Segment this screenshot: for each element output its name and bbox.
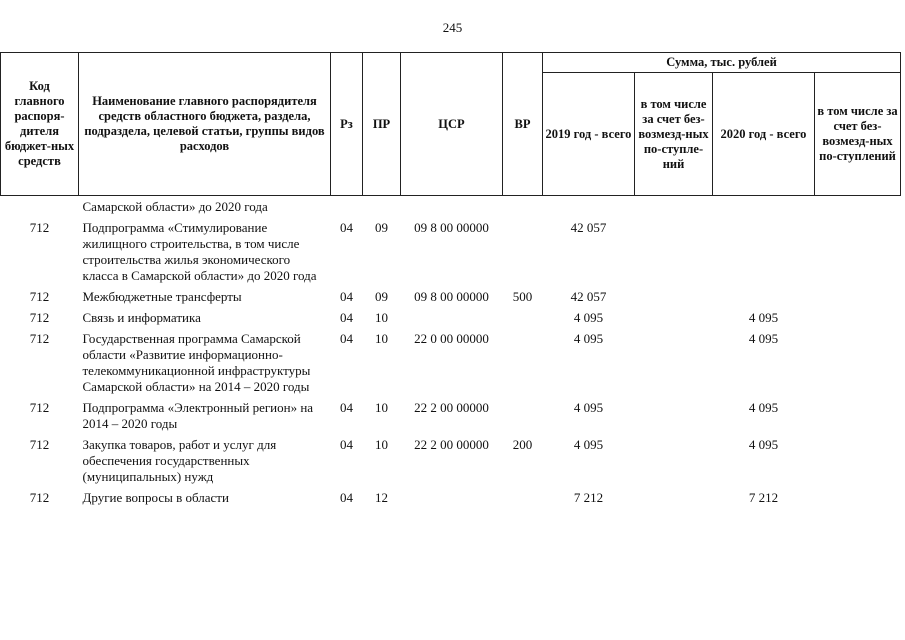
cell-name: Связь и информатика (82, 310, 201, 325)
cell-pr: 10 (375, 331, 388, 346)
cell-2019-total: 42 057 (570, 220, 607, 235)
cell-code (1, 196, 79, 218)
table-row (1, 328, 901, 397)
cell-2020-total: 7 212 (748, 490, 779, 505)
cell-2019-free (635, 286, 713, 307)
page-number: 245 (442, 20, 463, 35)
cell-2020-free (815, 434, 901, 487)
cell-rz: 04 (340, 289, 353, 304)
cell-2019-free (635, 397, 713, 434)
cell-vr (503, 487, 543, 508)
cell-2019-free (635, 217, 713, 286)
cell-2020-total: 4 095 (748, 310, 779, 325)
table-row (1, 196, 901, 218)
cell-2019-free (635, 328, 713, 397)
cell-2020-total: 4 095 (748, 331, 779, 346)
cell-rz: 04 (340, 331, 353, 346)
header-sum-group: Сумма, тыс. рублей (543, 53, 901, 73)
header-vr: ВР (503, 53, 543, 196)
cell-2020-total: 4 095 (748, 437, 779, 452)
cell-2019-total (543, 196, 635, 218)
cell-name: Закупка товаров, работ и услуг для обеспечения государственных (муниципальных) нужд (82, 437, 277, 484)
cell-2019-total: 4 095 (573, 400, 604, 415)
table-body (1, 196, 901, 509)
cell-vr: 500 (512, 289, 533, 304)
cell-rz: 04 (340, 400, 353, 415)
cell-pr: 10 (375, 400, 388, 415)
cell-2020-free (815, 196, 901, 218)
cell-code: 712 (29, 289, 50, 304)
cell-rz: 04 (340, 437, 353, 452)
cell-rz: 04 (340, 490, 353, 505)
cell-pr: 12 (375, 490, 388, 505)
cell-2020-free (815, 487, 901, 508)
cell-csr: 22 0 00 00000 (414, 331, 489, 346)
cell-vr (503, 307, 543, 328)
table-row (1, 217, 901, 286)
cell-code: 712 (29, 331, 50, 346)
cell-pr (363, 196, 401, 218)
cell-pr: 09 (375, 220, 388, 235)
cell-2019-free (635, 487, 713, 508)
cell-vr (503, 397, 543, 434)
cell-vr (503, 196, 543, 218)
cell-code: 712 (29, 490, 50, 505)
table-row (1, 397, 901, 434)
table-row (1, 434, 901, 487)
cell-2019-total: 4 095 (573, 310, 604, 325)
cell-2020-free (815, 217, 901, 286)
cell-code: 712 (29, 220, 50, 235)
cell-code: 712 (29, 437, 50, 452)
header-2020-free: в том числе за счет без-возмезд-ных по-ступлений (815, 73, 901, 196)
cell-2020-total: 4 095 (748, 400, 779, 415)
header-pr: ПР (363, 53, 401, 196)
cell-2019-total: 4 095 (573, 437, 604, 452)
cell-vr (503, 217, 543, 286)
header-2019-free: в том числе за счет без-возмезд-ных по-ступле-ний (635, 73, 713, 196)
cell-pr: 10 (375, 437, 388, 452)
table-row (1, 487, 901, 508)
cell-2020-total (713, 286, 815, 307)
cell-code: 712 (29, 310, 50, 325)
header-2019-total: 2019 год - всего (543, 73, 635, 196)
header-2020-total: 2020 год - всего (713, 73, 815, 196)
cell-vr (503, 328, 543, 397)
cell-2019-total: 4 095 (573, 331, 604, 346)
header-code: Код главного распоря-дителя бюджет-ных средств (1, 53, 79, 196)
cell-name: Другие вопросы в области (82, 490, 229, 505)
cell-2020-free (815, 397, 901, 434)
header-name: Наименование главного распорядителя средств областного бюджета, раздела, подраздела, целевой статьи, группы видов расходов (79, 53, 331, 196)
table-header (1, 53, 901, 196)
cell-2019-free (635, 307, 713, 328)
cell-name: Межбюджетные трансферты (82, 289, 242, 304)
cell-2020-free (815, 286, 901, 307)
cell-name: Самарской области» до 2020 года (82, 199, 268, 214)
header-rz: Рз (331, 53, 363, 196)
budget-table (0, 52, 901, 508)
cell-2020-free (815, 328, 901, 397)
cell-pr: 10 (375, 310, 388, 325)
cell-csr: 09 8 00 00000 (414, 220, 489, 235)
cell-name: Подпрограмма «Стимулирование жилищного строительства, в том числе строительства жилья экономического класса в Самарской области» до 2020 года (82, 220, 317, 283)
table-row (1, 286, 901, 307)
cell-csr: 22 2 00 00000 (414, 400, 489, 415)
header-csr: ЦСР (401, 53, 503, 196)
cell-rz: 04 (340, 220, 353, 235)
cell-2020-free (815, 307, 901, 328)
cell-csr (401, 307, 503, 328)
cell-pr: 09 (375, 289, 388, 304)
cell-rz: 04 (340, 310, 353, 325)
cell-2020-total (713, 196, 815, 218)
table-row (1, 307, 901, 328)
cell-csr (401, 196, 503, 218)
cell-2019-total: 42 057 (570, 289, 607, 304)
cell-code: 712 (29, 400, 50, 415)
cell-2019-free (635, 434, 713, 487)
cell-rz (331, 196, 363, 218)
cell-csr: 22 2 00 00000 (414, 437, 489, 452)
cell-2019-total: 7 212 (573, 490, 604, 505)
cell-csr: 09 8 00 00000 (414, 289, 489, 304)
cell-2019-free (635, 196, 713, 218)
cell-name: Государственная программа Самарской области «Развитие информационно-телекоммуникационной инфраструктуры Самарской области» на 2014 – 2020 годы (82, 331, 311, 394)
cell-vr: 200 (512, 437, 533, 452)
cell-name: Подпрограмма «Электронный регион» на 2014 – 2020 годы (82, 400, 314, 431)
cell-csr (401, 487, 503, 508)
cell-2020-total (713, 217, 815, 286)
